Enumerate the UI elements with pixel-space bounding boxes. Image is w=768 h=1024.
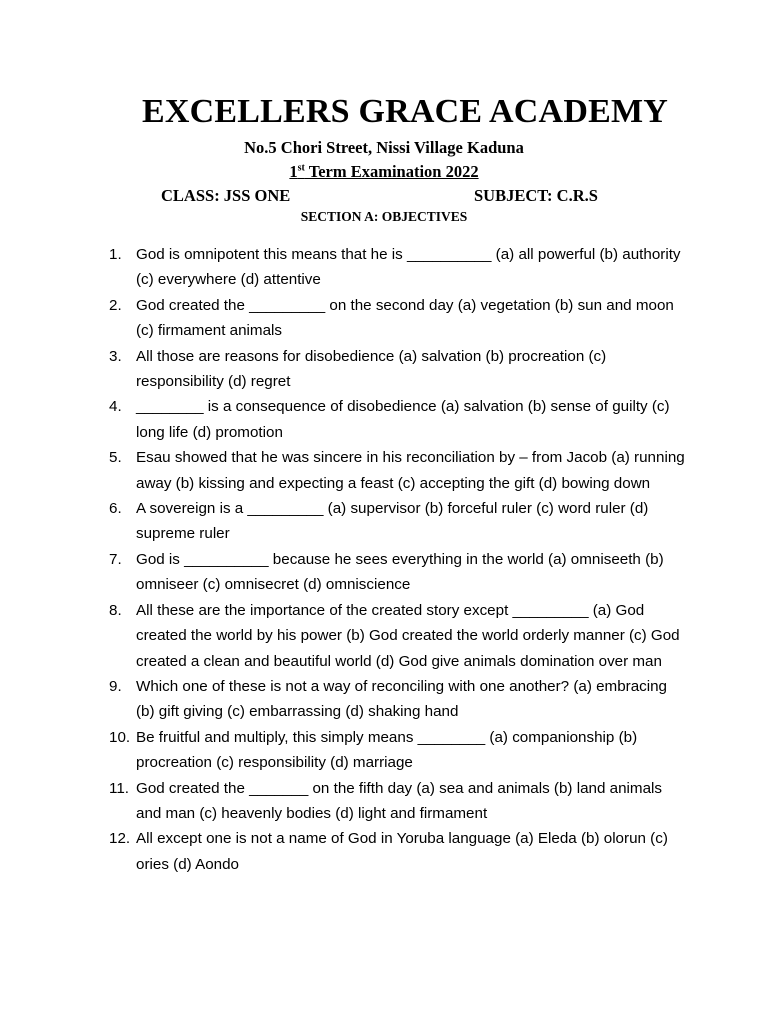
exam-term — [0, 162, 768, 182]
question-number: 2. — [109, 296, 122, 314]
question-number: 3. — [109, 347, 122, 365]
question-item — [109, 293, 689, 344]
term-rest: Term Examination 2022 — [304, 162, 479, 181]
question-text: ________ is a consequence of disobedience (a) salvation (b) sense of guilty (c) long life (d) promotion — [136, 398, 670, 441]
question-number: 5. — [109, 449, 122, 467]
question-number: 4. — [109, 398, 122, 416]
question-text: Esau showed that he was sincere in his reconciliation by – from Jacob (a) running away (b) kissing and expecting a feast (c) accepting the gift (d) bowing down — [136, 449, 685, 492]
question-number: 12. — [109, 830, 131, 848]
question-item — [109, 725, 689, 776]
question-text: Which one of these is not a way of reconciling with one another? (a) embracing (b) gift giving (c) embarrassing (d) shaking hand — [136, 677, 668, 721]
question-item — [109, 344, 689, 395]
question-text: All these are the importance of the created story except _________ (a) God created the world by his power (b) God created the world orderly manner (c) God created a clean and beautiful world (d) God give animals domination over man — [136, 601, 680, 670]
subject-label: SUBJECT: C.R.S — [474, 186, 598, 205]
question-text: God created the _______ on the fifth day (a) sea and animals (b) land animals and man (c) heavenly bodies (d) light and firmament — [136, 779, 662, 822]
question-text: Be fruitful and multiply, this simply means ________ (a) companionship (b) procreation (c) responsibility (d) marriage — [136, 728, 638, 772]
question-number: 7. — [109, 550, 122, 568]
question-item — [109, 242, 689, 293]
question-number: 1. — [109, 246, 122, 263]
question-item — [109, 496, 689, 547]
class-label: CLASS: JSS ONE — [161, 186, 291, 205]
question-number: 11. — [109, 779, 129, 797]
question-item — [109, 547, 689, 598]
question-text: God is __________ because he sees everything in the world (a) omniseeth (b) omniseer (c) omnisecret (d) omniscience — [136, 550, 664, 594]
question-item — [109, 674, 689, 725]
question-item — [109, 826, 689, 877]
question-number: 10. — [109, 728, 131, 746]
question-list — [109, 242, 689, 877]
question-item — [109, 598, 689, 674]
school-address: No.5 Chori Street, Nissi Village Kaduna — [244, 138, 524, 157]
question-number: 8. — [109, 601, 122, 619]
question-text: God created the _________ on the second day (a) vegetation (b) sun and moon (c) firmament animals — [136, 296, 674, 340]
question-text: God is omnipotent this means that he is __________ (a) all powerful (b) authority (c) everywhere (d) attentive — [136, 246, 681, 289]
question-text: All those are reasons for disobedience (a) salvation (b) procreation (c) responsibility (d) regret — [136, 347, 607, 391]
question-item — [109, 445, 689, 496]
question-item — [109, 394, 689, 445]
school-name: EXCELLERS GRACE ACADEMY — [141, 93, 668, 130]
question-number: 6. — [109, 500, 122, 518]
question-number: 9. — [109, 677, 122, 695]
question-item — [109, 776, 689, 827]
question-text: All except one is not a name of God in Yoruba language (a) Eleda (b) olorun (c) ories (d) Aondo — [136, 830, 668, 873]
term-ordinal: 1 — [289, 162, 298, 181]
question-text: A sovereign is a _________ (a) supervisor (b) forceful ruler (c) word ruler (d) supreme ruler — [136, 500, 649, 543]
term-suffix: st — [297, 162, 305, 174]
section-title: SECTION A: OBJECTIVES — [300, 209, 468, 224]
